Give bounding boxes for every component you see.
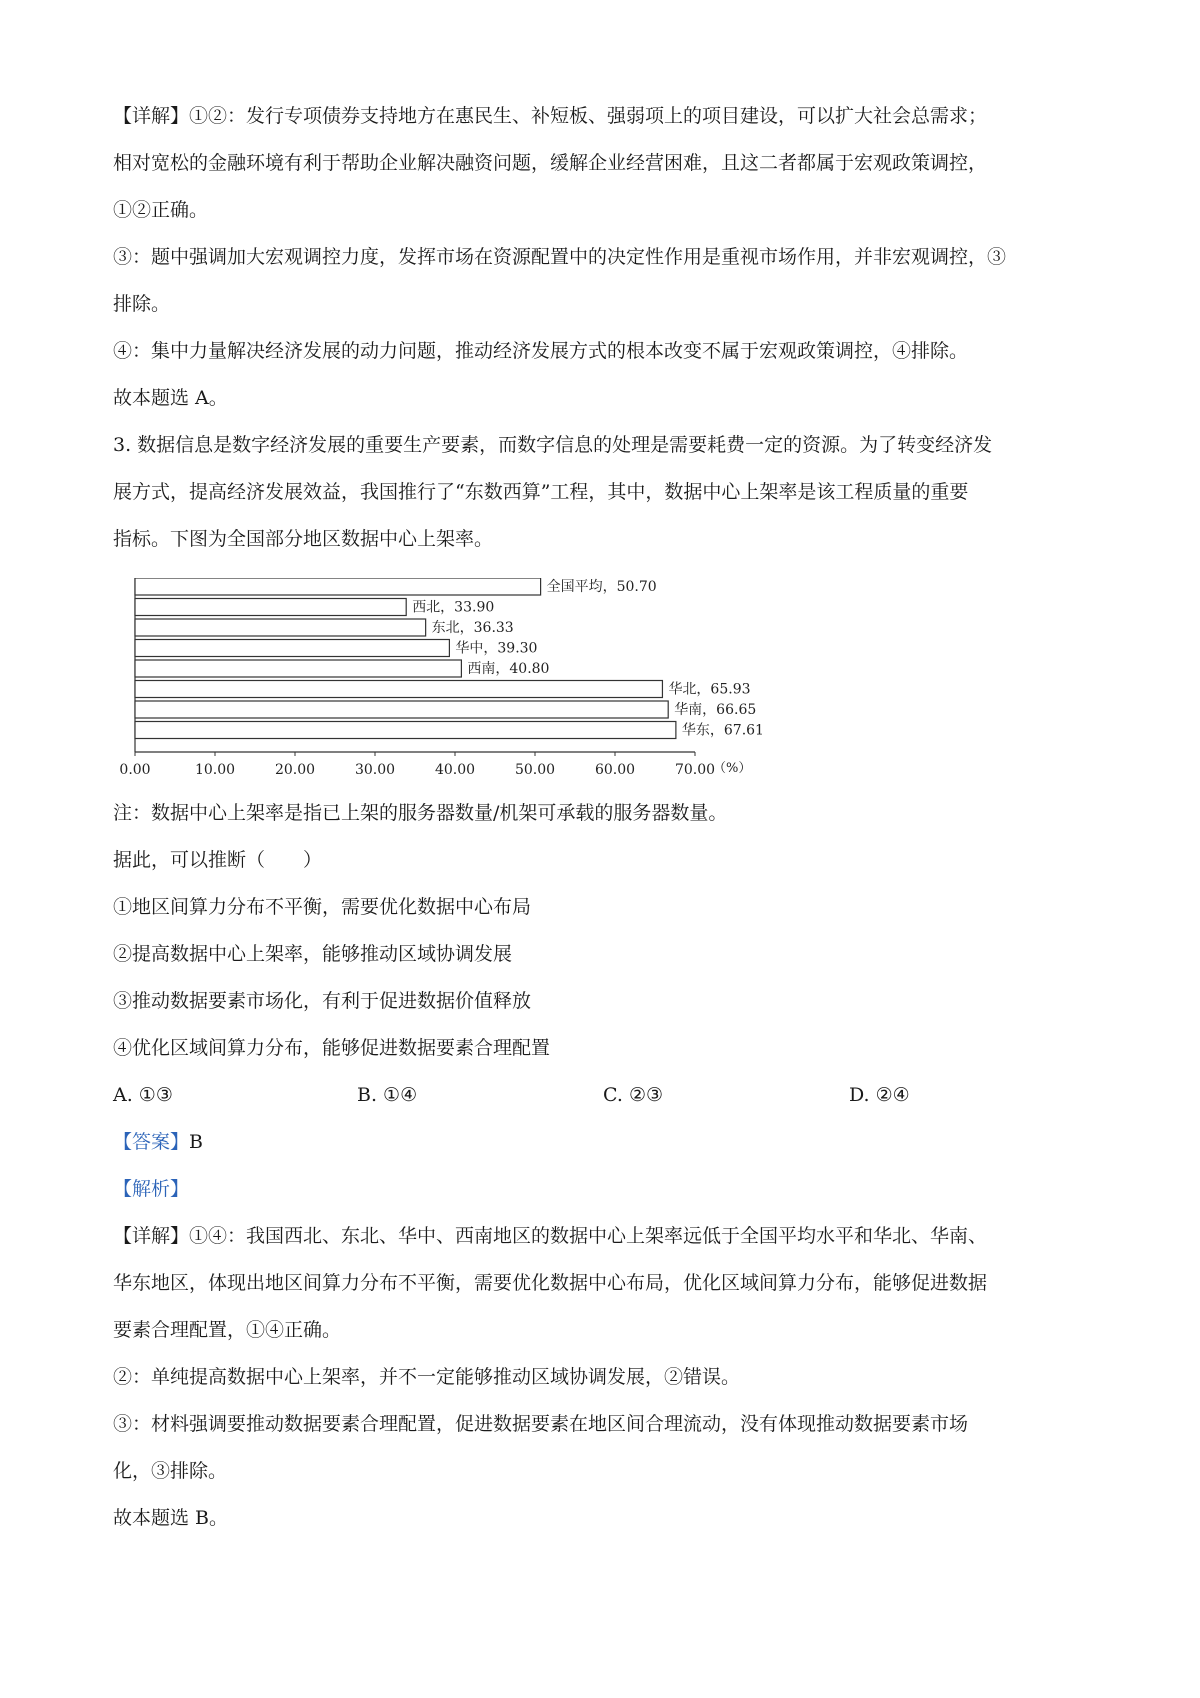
- detail-line-7: 故本题选 B。: [113, 1507, 229, 1529]
- bar-data-label: 西南，40.80: [467, 661, 550, 677]
- statement-4: ④优化区域间算力分布，能够促进数据要素合理配置: [113, 1037, 551, 1059]
- bar: [135, 681, 662, 698]
- bar-data-label: 全国平均，50.70: [546, 579, 657, 595]
- option-c: C. ②③: [603, 1084, 664, 1106]
- bar-data-label: 华北，65.93: [668, 681, 751, 698]
- explain-line-2: 相对宽松的金融环境有利于帮助企业解决融资问题，缓解企业经营困难，且这二者都属于宏观政策调控，: [113, 152, 988, 174]
- question-line-3: 指标。下图为全国部分地区数据中心上架率。: [113, 528, 494, 550]
- statement-2: ②提高数据中心上架率，能够推动区域协调发展: [113, 943, 513, 965]
- analysis-label: 【解析】: [113, 1178, 190, 1200]
- bar-data-label: 华中，39.30: [455, 640, 538, 657]
- detail-line-2: 华东地区，体现出地区间算力分布不平衡，需要优化数据中心布局，优化区域间算力分布，能够促进数据: [113, 1272, 988, 1294]
- explain-line-3: ①②正确。: [113, 199, 209, 221]
- chart-note: 注：数据中心上架率是指已上架的服务器数量/机架可承载的服务器数量。: [113, 802, 728, 824]
- option-b: B. ①④: [357, 1084, 418, 1106]
- bar: [135, 599, 406, 616]
- x-tick-label: 40.00: [434, 762, 476, 778]
- x-tick-label: 50.00: [514, 762, 556, 778]
- x-tick-label: 30.00: [354, 762, 396, 778]
- explain-line-7: 故本题选 A。: [113, 387, 228, 409]
- bar: [135, 701, 668, 718]
- x-tick-label: 20.00: [274, 762, 316, 778]
- x-tick-label: 10.00: [194, 762, 236, 778]
- bar-chart: [100, 578, 800, 798]
- bar: [135, 578, 541, 595]
- bar: [135, 660, 461, 677]
- detail-line-4: ②：单纯提高数据中心上架率，并不一定能够推动区域协调发展，②错误。: [113, 1366, 741, 1388]
- x-tick-label: 60.00: [594, 762, 636, 778]
- statement-3: ③推动数据要素市场化，有利于促进数据价值释放: [113, 990, 532, 1012]
- question-line-1: 3. 数据信息是数字经济发展的重要生产要素，而数字信息的处理是需要耗费一定的资源。为了转变经济发: [113, 434, 993, 456]
- bar: [135, 619, 426, 636]
- x-tick-label: 0.00: [119, 762, 151, 778]
- question-line-2: 展方式，提高经济发展效益，我国推行了“东数西算”工程，其中，数据中心上架率是该工程质量的重要: [113, 481, 969, 503]
- answer-value: B: [189, 1131, 203, 1153]
- detail-line-1: 【详解】①④：我国西北、东北、华中、西南地区的数据中心上架率远低于全国平均水平和华北、华南、: [113, 1225, 988, 1247]
- answer-line: [113, 1129, 203, 1155]
- x-unit-label: （%）: [713, 761, 752, 776]
- bar: [135, 722, 676, 739]
- infer-prompt: 据此，可以推断（ ）: [113, 849, 323, 871]
- bar-data-label: 西北，33.90: [412, 599, 495, 616]
- bar-data-label: 东北，36.33: [431, 620, 514, 636]
- option-d: D. ②④: [849, 1084, 910, 1106]
- x-tick-label: 70.00: [674, 762, 716, 778]
- bar-data-label: 华东，67.61: [681, 722, 764, 739]
- detail-line-6: 化，③排除。: [113, 1460, 228, 1482]
- answer-label: 【答案】: [113, 1131, 190, 1153]
- explain-line-1: 【详解】①②：发行专项债券支持地方在惠民生、补短板、强弱项上的项目建设，可以扩大社会总需求；: [113, 105, 988, 127]
- detail-line-5: ③：材料强调要推动数据要素合理配置，促进数据要素在地区间合理流动，没有体现推动数据要素市场: [113, 1413, 969, 1435]
- detail-line-3: 要素合理配置，①④正确。: [113, 1319, 342, 1341]
- bar: [135, 640, 449, 657]
- option-a: A. ①③: [113, 1084, 173, 1106]
- explain-line-6: ④：集中力量解决经济发展的动力问题，推动经济发展方式的根本改变不属于宏观政策调控，④排除。: [113, 340, 969, 362]
- explain-line-5: 排除。: [113, 293, 171, 315]
- explain-line-4: ③：题中强调加大宏观调控力度，发挥市场在资源配置中的决定性作用是重视市场作用，并非宏观调控，③: [113, 246, 1007, 268]
- bar-data-label: 华南，66.65: [674, 702, 757, 718]
- statement-1: ①地区间算力分布不平衡，需要优化数据中心布局: [113, 896, 532, 918]
